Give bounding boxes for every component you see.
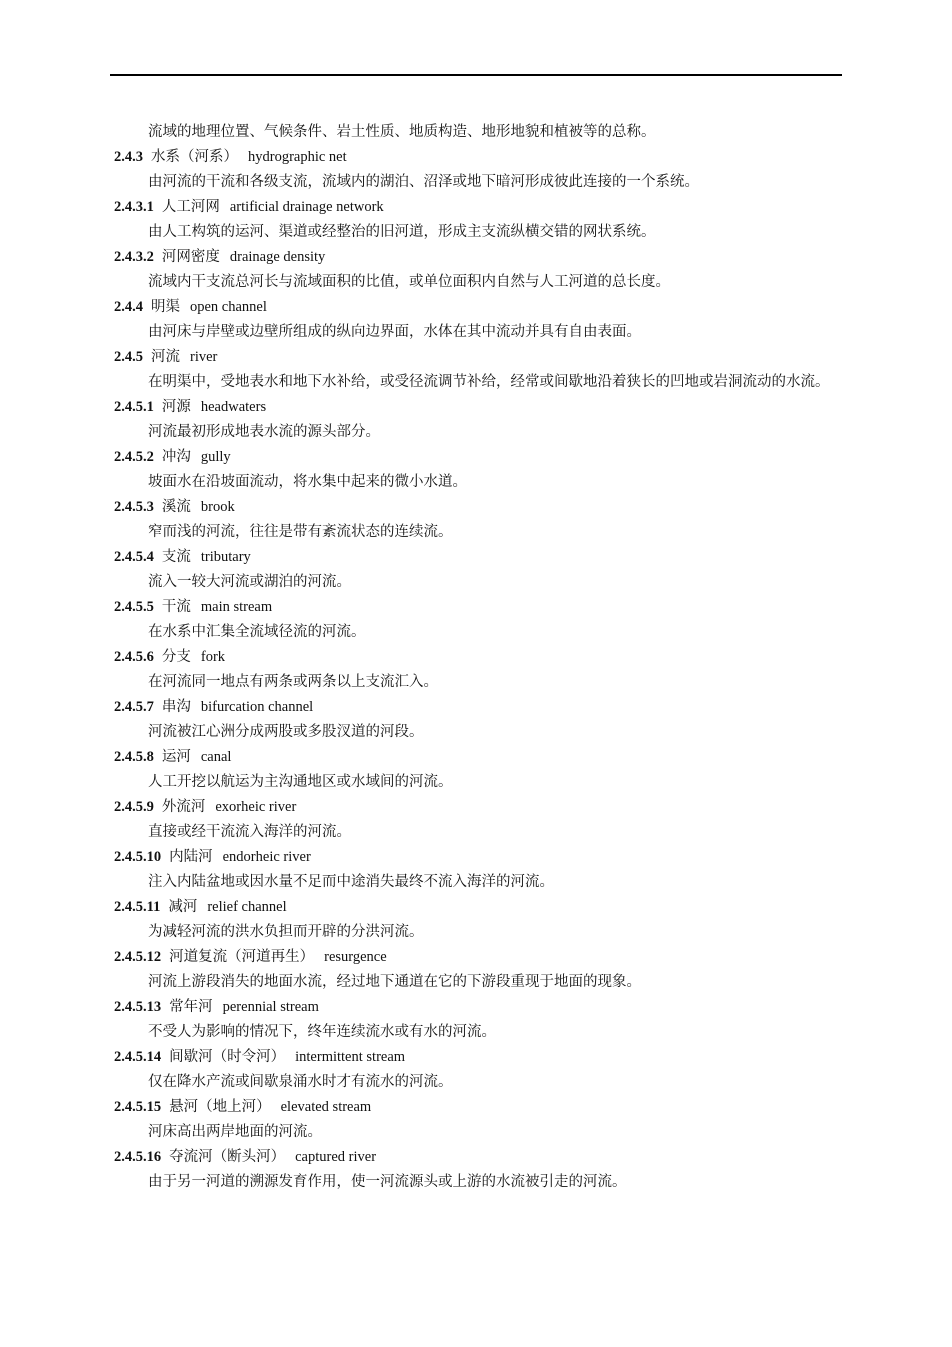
term-entry [114,645,842,695]
term-definition: 由河流的干流和各级支流，流域内的湖泊、沼泽或地下暗河形成彼此连接的一个系统。 [148,174,699,190]
term-chinese: 人工河网 [161,199,220,215]
term-entry [114,695,842,745]
term-english: bifurcation channel [200,699,314,715]
term-definition: 窄而浅的河流，往往是带有紊流状态的连续流。 [148,524,453,540]
term-heading [114,895,842,920]
term-number: 2.4.3.1 [114,199,154,215]
term-number: 2.4.4 [114,299,143,315]
term-heading [114,595,842,620]
term-entry [114,595,842,645]
term-heading [114,195,842,220]
term-english: perennial stream [222,999,319,1015]
term-english: hydrographic net [248,149,347,165]
term-entry [114,1045,842,1095]
term-heading [114,295,842,320]
term-number: 2.4.5.4 [114,549,154,565]
term-chinese: 常年河 [169,999,213,1015]
term-english: headwaters [200,399,267,415]
term-definition: 坡面水在沿坡面流动，将水集中起来的微小水道。 [148,474,467,490]
term-chinese: 水系（河系） [151,149,238,165]
term-chinese: 悬河（地上河） [169,1099,271,1115]
term-english: intermittent stream [295,1049,406,1065]
term-entry [114,745,842,795]
term-chinese: 串沟 [161,699,191,715]
term-entry [114,1095,842,1145]
term-chinese: 溪流 [161,499,191,515]
term-entry [114,245,842,295]
term-english: endorheic river [222,849,311,865]
term-english: main stream [200,599,273,615]
term-heading [114,395,842,420]
term-number: 2.4.5.1 [114,399,154,415]
term-chinese: 支流 [161,549,191,565]
header-rule [110,74,842,76]
term-chinese: 河流 [151,349,180,365]
term-heading [114,345,842,370]
term-number: 2.4.5.8 [114,749,154,765]
term-entry [114,345,842,395]
term-definition: 河流被江心洲分成两股或多股汊道的河段。 [148,724,424,740]
term-definition: 流入一较大河流或湖泊的河流。 [148,574,351,590]
term-entry [114,295,842,345]
term-english: captured river [295,1149,377,1165]
term-definition: 由人工构筑的运河、渠道或经整治的旧河道，形成主支流纵横交错的网状系统。 [148,224,656,240]
term-definition: 流域内干支流总河长与流域面积的比值，或单位面积内自然与人工河道的总长度。 [148,274,670,290]
term-entry [114,395,842,445]
term-number: 2.4.3.2 [114,249,154,265]
document-body [114,120,842,1195]
term-number: 2.4.5 [114,349,143,365]
term-heading [114,245,842,270]
term-english: elevated stream [280,1099,372,1115]
term-chinese: 明渠 [151,299,180,315]
term-chinese: 河源 [161,399,191,415]
term-heading [114,1045,842,1070]
term-number: 2.4.5.13 [114,999,162,1015]
term-number: 2.4.5.7 [114,699,154,715]
term-chinese: 河道复流（河道再生） [169,949,315,965]
term-english: open channel [190,299,267,315]
term-entry [114,195,842,245]
term-heading [114,945,842,970]
term-heading [114,745,842,770]
term-number: 2.4.5.15 [114,1099,162,1115]
term-entry [114,1145,842,1195]
term-heading [114,995,842,1020]
term-number: 2.4.5.11 [114,899,161,915]
term-definition: 在明渠中，受地表水和地下水补给，或受径流调节补给，经常或间歇地沿着狭长的凹地或岩洞流动的水流。 [148,374,830,390]
term-english: gully [200,449,231,465]
term-heading [114,145,842,170]
term-english: river [190,349,218,365]
term-number: 2.4.5.3 [114,499,154,515]
term-number: 2.4.5.16 [114,1149,162,1165]
term-chinese: 冲沟 [161,449,191,465]
term-number: 2.4.3 [114,149,143,165]
term-heading [114,495,842,520]
term-number: 2.4.5.10 [114,849,162,865]
term-heading [114,695,842,720]
term-english: tributary [200,549,251,565]
term-chinese: 间歇河（时令河） [169,1049,286,1065]
term-list [114,145,842,1195]
term-definition: 注入内陆盆地或因水量不足而中途消失最终不流入海洋的河流。 [148,874,554,890]
term-definition: 河床高出两岸地面的河流。 [148,1124,322,1140]
term-definition: 人工开挖以航运为主沟通地区或水域间的河流。 [148,774,453,790]
term-english: fork [200,649,226,665]
term-chinese: 外流河 [161,799,206,815]
term-chinese: 内陆河 [169,849,213,865]
term-chinese: 运河 [161,749,191,765]
term-definition: 在河流同一地点有两条或两条以上支流汇入。 [148,674,438,690]
term-heading [114,1095,842,1120]
term-entry [114,945,842,995]
term-entry [114,795,842,845]
term-entry [114,145,842,195]
term-number: 2.4.5.5 [114,599,154,615]
term-entry [114,445,842,495]
term-entry [114,895,842,945]
term-entry [114,845,842,895]
term-number: 2.4.5.14 [114,1049,162,1065]
term-number: 2.4.5.2 [114,449,154,465]
term-english: relief channel [207,899,287,915]
term-number: 2.4.5.9 [114,799,154,815]
term-chinese: 夺流河（断头河） [169,1149,286,1165]
term-definition: 为减轻河流的洪水负担而开辟的分洪河流。 [148,924,424,940]
term-definition: 直接或经干流流入海洋的河流。 [148,824,351,840]
term-english: drainage density [229,249,326,265]
term-entry [114,545,842,595]
term-definition: 由于另一河道的溯源发育作用，使一河流源头或上游的水流被引走的河流。 [148,1174,627,1190]
term-entry [114,995,842,1045]
term-definition: 河流上游段消失的地面水流，经过地下通道在它的下游段重现于地面的现象。 [148,974,641,990]
term-entry [114,495,842,545]
term-heading [114,1145,842,1170]
term-definition: 在水系中汇集全流域径流的河流。 [148,624,366,640]
term-definition: 河流最初形成地表水流的源头部分。 [148,424,380,440]
term-heading [114,795,842,820]
intro-line: 流域的地理位置、气候条件、岩土性质、地质构造、地形地貌和植被等的总称。 [148,124,656,140]
term-definition: 由河床与岸壁或边壁所组成的纵向边界面，水体在其中流动并具有自由表面。 [148,324,641,340]
term-english: canal [200,749,232,765]
term-number: 2.4.5.6 [114,649,154,665]
term-chinese: 河网密度 [161,249,220,265]
term-english: brook [200,499,235,515]
term-english: artificial drainage network [229,199,384,215]
term-definition: 不受人为影响的情况下，终年连续流水或有水的河流。 [148,1024,496,1040]
term-english: exorheic river [215,799,297,815]
term-chinese: 干流 [161,599,191,615]
term-chinese: 分支 [161,649,191,665]
term-definition: 仅在降水产流或间歇泉涌水时才有流水的河流。 [148,1074,453,1090]
term-english: resurgence [324,949,387,965]
term-heading [114,845,842,870]
term-heading [114,445,842,470]
term-number: 2.4.5.12 [114,949,162,965]
term-heading [114,545,842,570]
term-heading [114,645,842,670]
term-chinese: 减河 [168,899,198,915]
